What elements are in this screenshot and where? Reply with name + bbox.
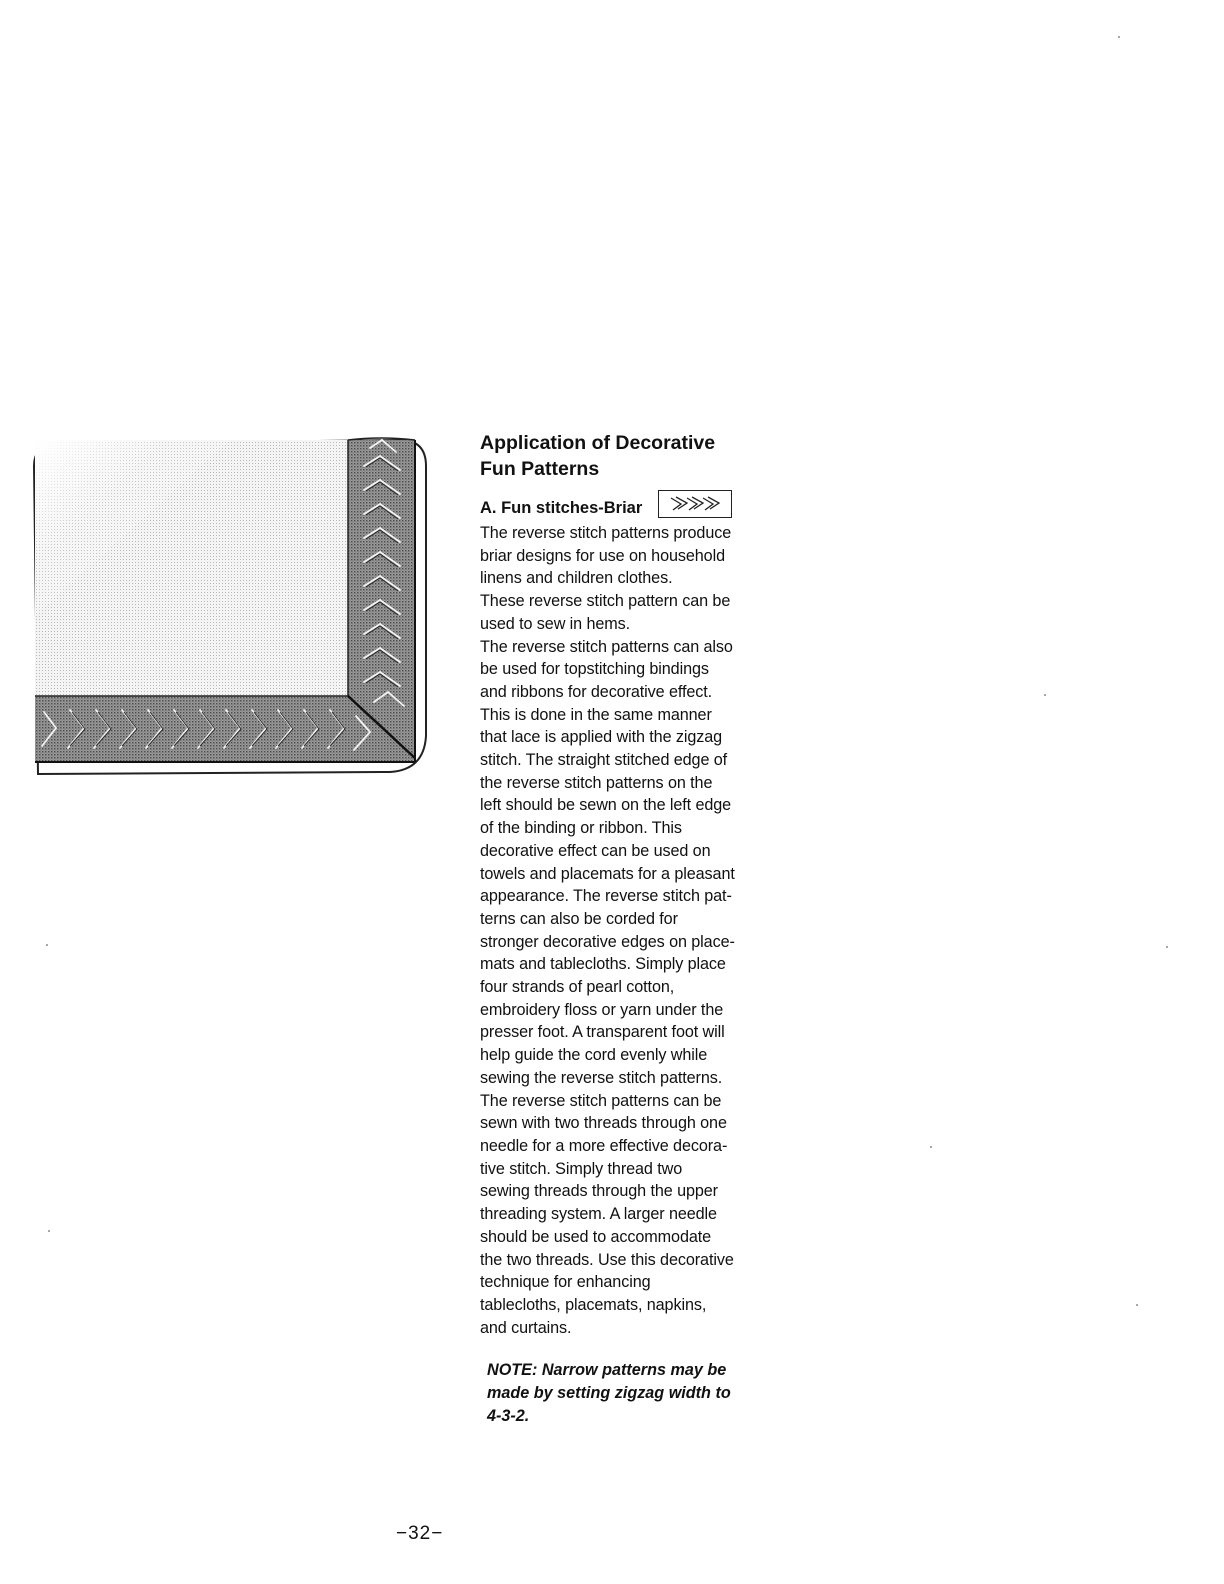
briar-stitch-symbol-icon xyxy=(658,490,732,518)
body-line: The reverse stitch patterns can also xyxy=(480,637,733,656)
body-line: help guide the cord evenly while xyxy=(480,1046,708,1065)
scan-speck xyxy=(1118,36,1120,38)
body-line: sewn with two threads through one xyxy=(480,1114,727,1133)
body-line: and curtains. xyxy=(480,1318,572,1337)
body-line: The reverse stitch patterns produce xyxy=(480,524,732,542)
body-line: linens and children clothes. xyxy=(480,569,673,588)
body-line: presser foot. A transparent foot will xyxy=(480,1023,725,1042)
body-line: tive stitch. Simply thread two xyxy=(480,1159,683,1178)
scan-speck xyxy=(46,944,48,946)
note xyxy=(480,1359,780,1428)
body-line: stitch. The straight stitched edge of xyxy=(480,751,728,770)
body-line: These reverse stitch pattern can be xyxy=(480,592,731,611)
body-line: decorative effect can be used on xyxy=(480,841,711,860)
body-line: tablecloths, placemats, napkins, xyxy=(480,1295,707,1314)
body-line: sewing the reverse stitch patterns. xyxy=(480,1068,723,1087)
subheading-label: A. Fun stitches-Briar xyxy=(480,499,643,517)
note-line-2: made by setting zigzag width to xyxy=(487,1384,731,1403)
body-line: be used for topstitching bindings xyxy=(480,660,709,679)
body-line: terns can also be corded for xyxy=(480,909,678,928)
body-line: This is done in the same manner xyxy=(480,705,712,724)
body-line: stronger decorative edges on place- xyxy=(480,932,735,951)
scan-speck xyxy=(1166,946,1168,948)
page-number: −32− xyxy=(396,1523,444,1544)
body-line: towels and placemats for a pleasant xyxy=(480,864,735,883)
scan-speck xyxy=(930,1146,932,1148)
body-line: the two threads. Use this decorative xyxy=(480,1250,734,1269)
body-text xyxy=(480,522,780,1339)
briar-stitched-corner-illustration-icon xyxy=(30,436,430,776)
body-line: appearance. The reverse stitch pat- xyxy=(480,887,732,906)
scan-speck xyxy=(48,1230,50,1232)
body-line: of the binding or ribbon. This xyxy=(480,819,682,838)
body-line: four strands of pearl cotton, xyxy=(480,978,675,997)
scan-speck xyxy=(1044,694,1046,696)
body-line: sewing threads through the upper xyxy=(480,1182,718,1201)
body-line: the reverse stitch patterns on the xyxy=(480,773,713,792)
section-title-line-1: Application of Decorative xyxy=(480,432,716,454)
body-line: should be used to accommodate xyxy=(480,1227,712,1246)
body-line: technique for enhancing xyxy=(480,1273,651,1292)
note-line-3: 4-3-2. xyxy=(487,1407,530,1426)
body-line: threading system. A larger needle xyxy=(480,1205,717,1224)
body-line: used to sew in hems. xyxy=(480,614,631,633)
scan-speck xyxy=(1136,1304,1138,1306)
note-line-1: NOTE: Narrow patterns may be xyxy=(487,1361,727,1380)
body-line: briar designs for use on household xyxy=(480,546,725,565)
subheading-fun-stitches-briar xyxy=(480,494,780,522)
body-line: The reverse stitch patterns can be xyxy=(480,1091,722,1110)
body-line: embroidery floss or yarn under the xyxy=(480,1000,724,1019)
body-line: mats and tablecloths. Simply place xyxy=(480,955,726,974)
body-line: that lace is applied with the zigzag xyxy=(480,728,723,747)
body-line: needle for a more effective decora- xyxy=(480,1136,728,1155)
body-line: left should be sewn on the left edge xyxy=(480,796,732,815)
section-title xyxy=(480,430,780,482)
section-title-line-2: Fun Patterns xyxy=(480,458,600,480)
body-line: and ribbons for decorative effect. xyxy=(480,682,713,701)
text-column xyxy=(480,430,780,1428)
